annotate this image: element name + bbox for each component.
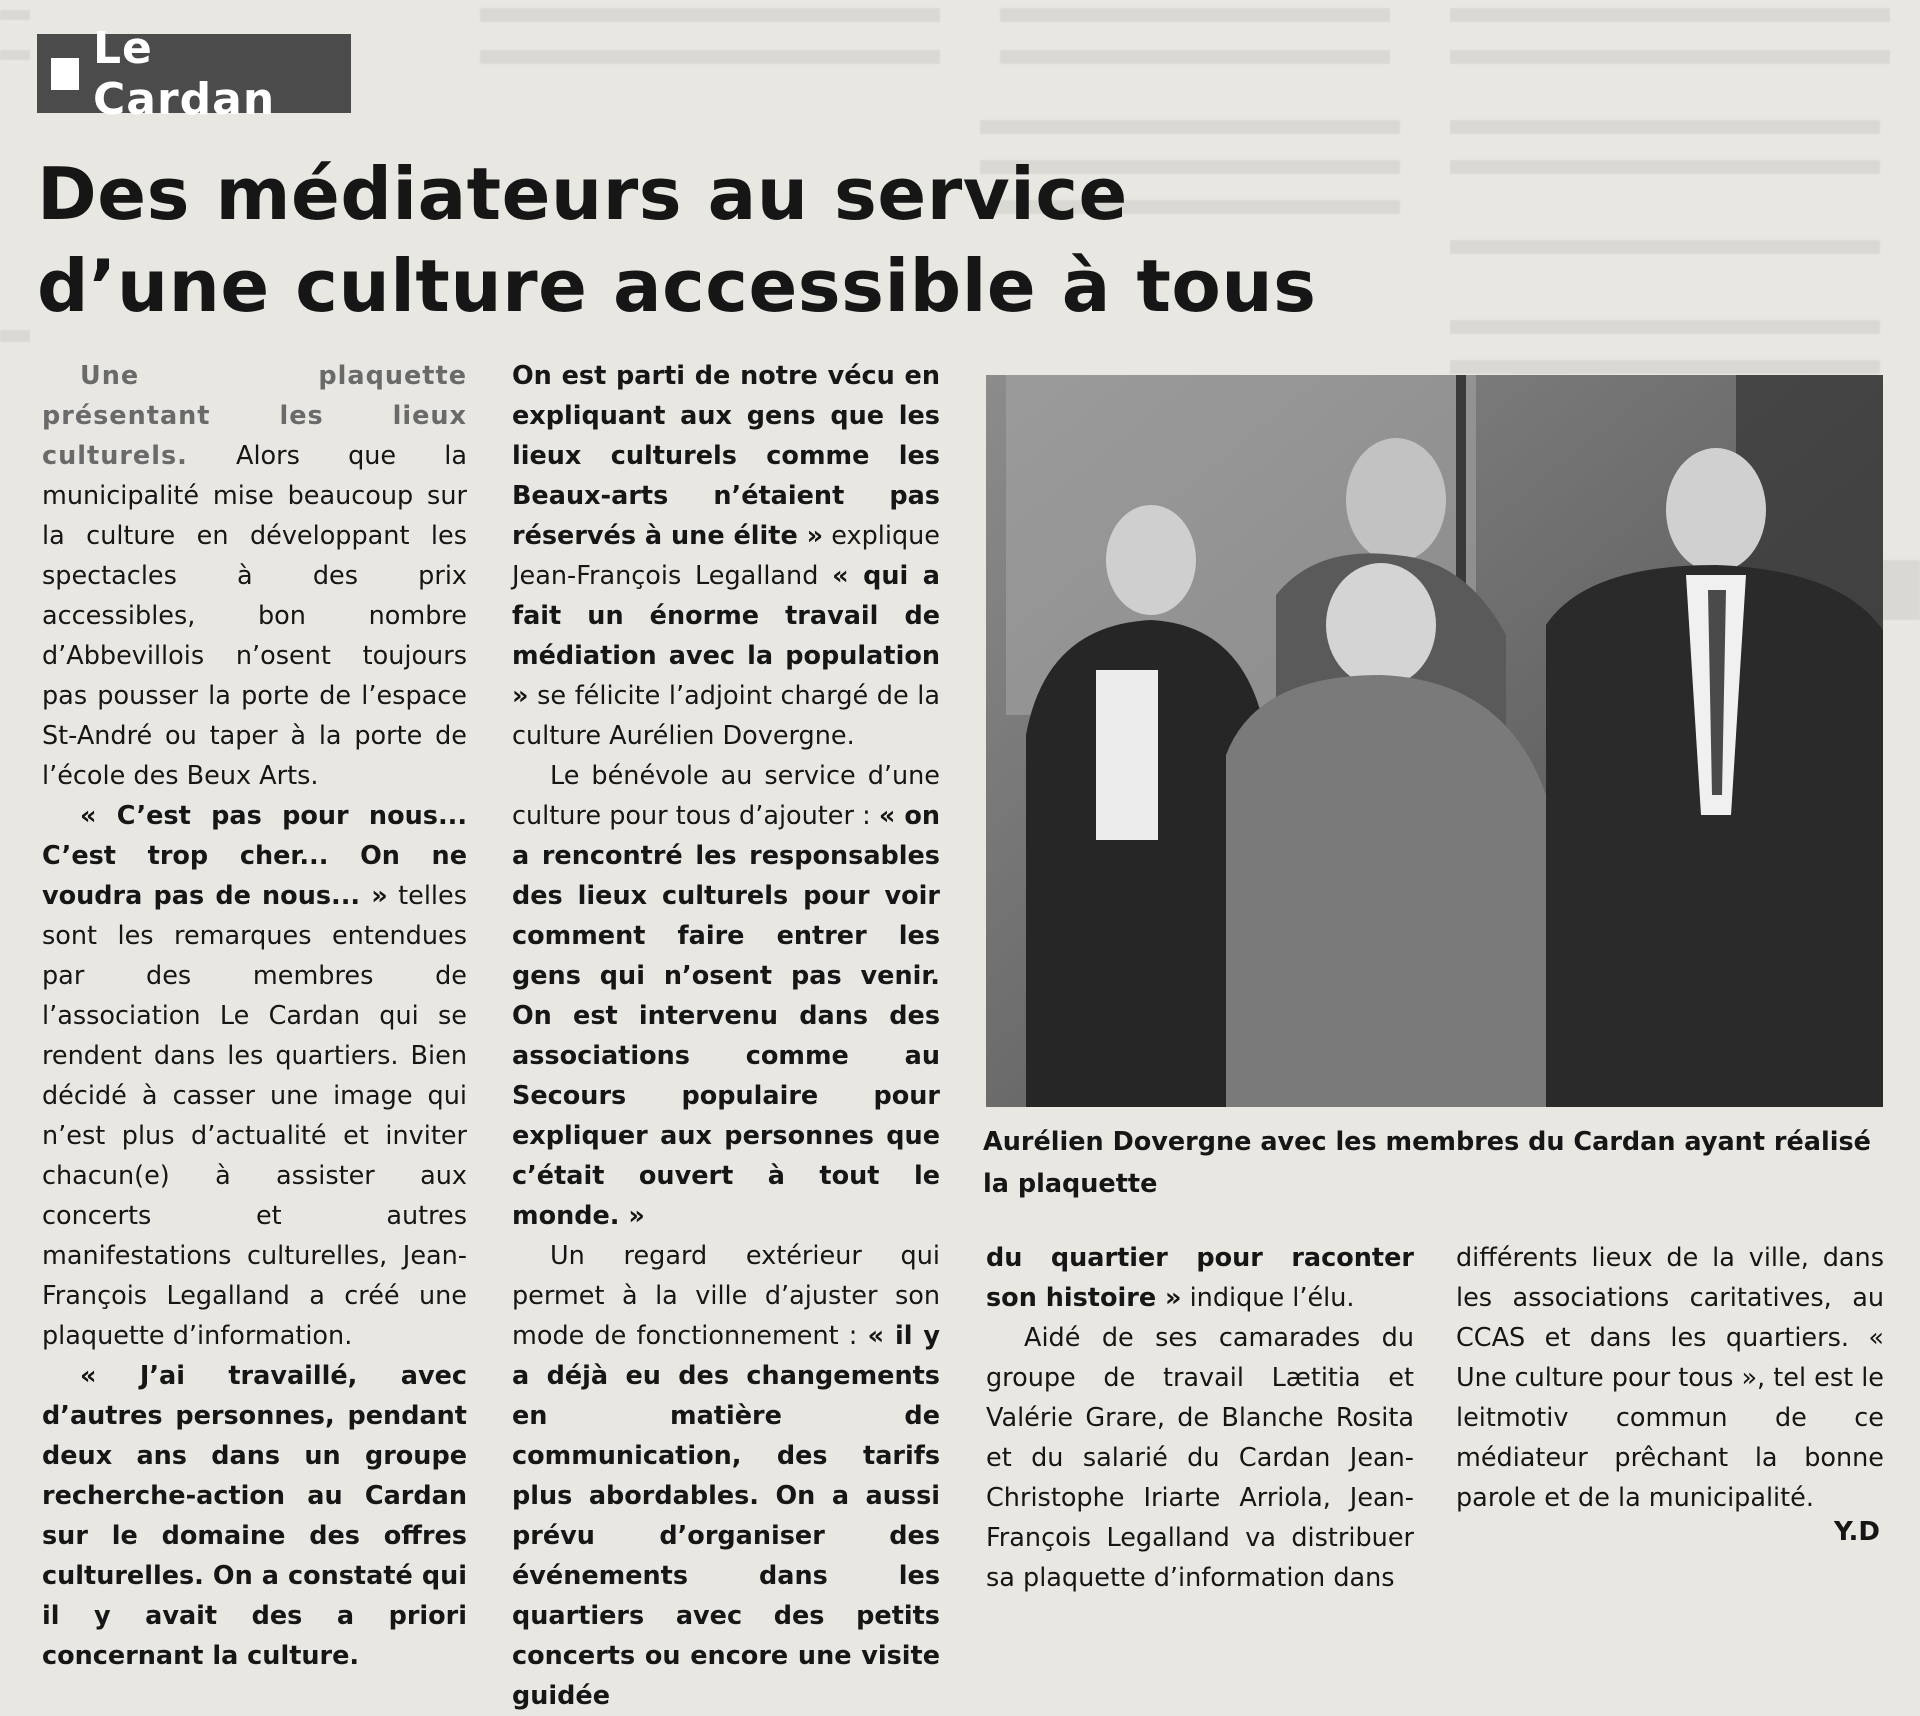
author-signature: Y.D [1834,1517,1880,1547]
paragraph [986,1318,1414,1598]
rubric-square-icon [51,58,79,90]
text: explique Jean-François Legalland [512,521,940,591]
article-column-3 [986,1238,1414,1598]
text: Un regard extérieur qui permet à la ville d’ajuster son mode de fonctionnement : [512,1241,940,1351]
section-rubric [37,22,351,125]
paragraph [986,1238,1414,1318]
text: Le bénévole au service d’une culture pour tous d’ajouter : [512,761,940,831]
lead-in: Une plaquette présentant les lieux culturels. [42,361,467,471]
quote: du quartier pour raconter son histoire » [986,1243,1414,1313]
quote: « C’est pas pour nous... C’est trop cher... On ne voudra pas de nous... » [42,801,467,911]
headline [37,148,1537,332]
text: se félicite l’adjoint chargé de la culture Aurélien Dovergne. [512,681,941,751]
quote: « J’ai travaillé, avec d’autres personnes, pendant deux ans dans un groupe recherche-action au Cardan sur le domaine des offres culturelles. On a constaté qui il y avait des a priori concernant la culture. [42,1361,467,1671]
headline-line-1: Des médiateurs au service [37,152,1128,236]
quote: « il y a déjà eu des changements en matière de communication, des tarifs plus abordables. On a aussi prévu d’organiser des événements dans les quartiers avec des petits concerts ou encore une visite guidée [512,1321,940,1711]
paragraph [42,796,467,1356]
paragraph [512,356,940,756]
text: Alors que la municipalité mise beaucoup sur la culture en développant les spectacles à des prix accessibles, bon nombre d’Abbevillois n’osent toujours pas pousser la porte de l’espace St-André ou taper à la porte de l’école des Beux Arts. [42,441,467,791]
paragraph [512,1236,940,1716]
text: indique l’élu. [1189,1283,1355,1313]
photo-illustration [986,375,1883,1107]
article-column-1 [42,356,467,1676]
text: telles sont les remarques entendues par des membres de l’association Le Cardan qui se rendent dans les quartiers. Bien décidé à casser une image qui n’est plus d’actualité et inviter chacun(e) à assister aux concerts et autres manifestations culturelles, Jean-François Legalland a créé une plaquette d’information. [42,881,467,1351]
quote: « on a rencontré les responsables des lieux culturels pour voir comment faire entrer les gens qui n’osent pas venir. On est intervenu dans des associations comme au Secours populaire pour expliquer aux personnes que c’était ouvert à tout le monde. » [512,801,940,1231]
photo-caption: Aurélien Dovergne avec les membres du Cardan ayant réalisé la plaquette [983,1127,1871,1199]
paragraph [42,356,467,796]
rubric-label: Le Cardan [92,22,276,125]
quote: « qui a fait un énorme travail de médiation avec la population » [512,561,940,711]
article-column-2 [512,356,940,1716]
text: différents lieux de la ville, dans les associations caritatives, au CCAS et dans les quartiers. « Une culture pour tous », tel est le leitmotiv commun de ce médiateur prêchant la bonne parole et de la municipalité. [1456,1243,1884,1513]
quote: On est parti de notre vécu en expliquant aux gens que les lieux culturels comme les Beaux-arts n’étaient pas réservés à une élite » [512,361,940,551]
news-photo [986,375,1883,1107]
text: Aidé de ses camarades du groupe de travail Lætitia et Valérie Grare, de Blanche Rosita et du salarié du Cardan Jean-Christophe Iriarte Arriola, Jean-François Legalland va distribuer sa plaquette d’information dans [986,1323,1414,1593]
paragraph [1456,1238,1884,1518]
paragraph [42,1356,467,1676]
article-column-4 [1456,1238,1884,1518]
headline-line-2: d’une culture accessible à tous [37,244,1317,328]
paragraph [512,756,940,1236]
